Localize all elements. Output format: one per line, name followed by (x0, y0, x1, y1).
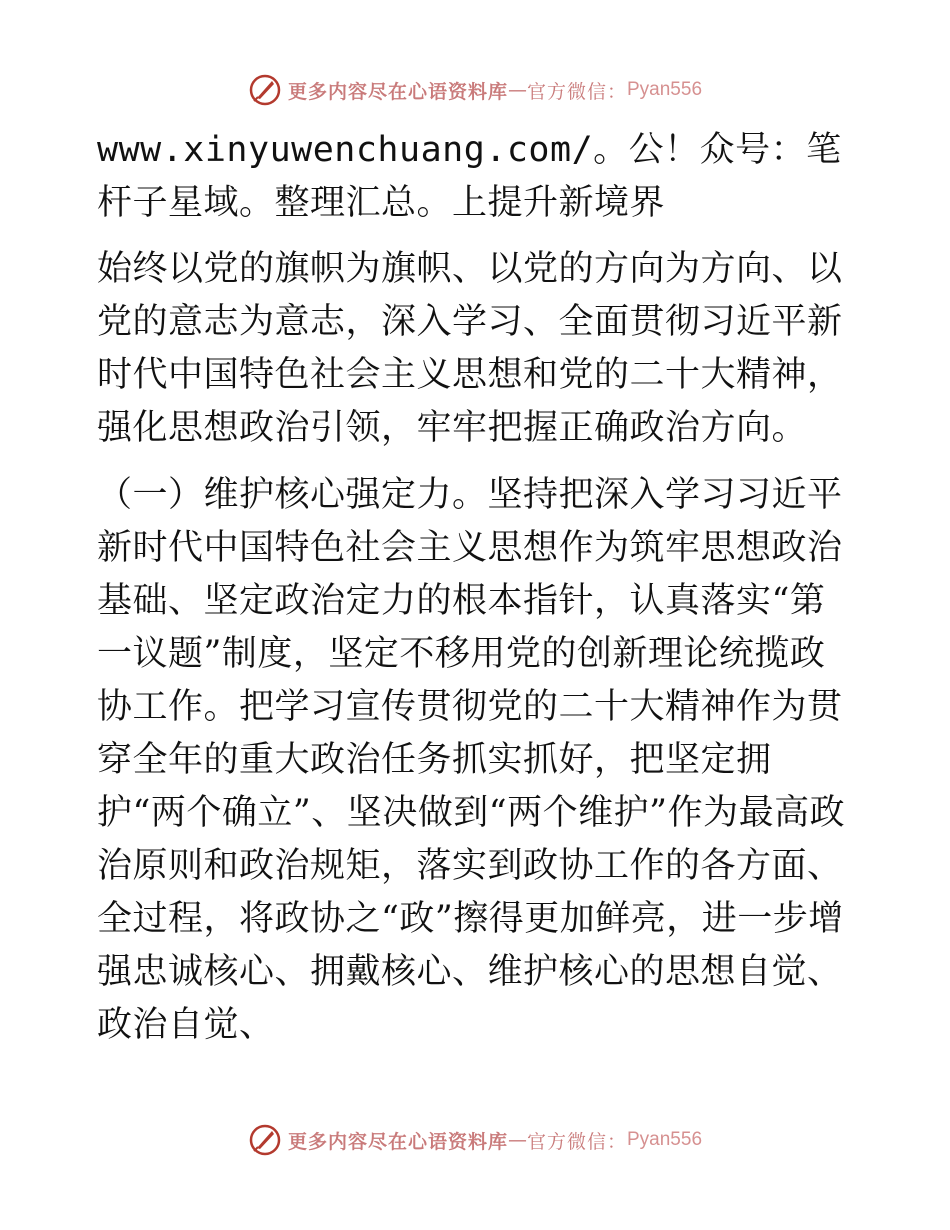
paragraph-3: （一）维护核心强定力。坚持把深入学习习近平新时代中国特色社会主义思想作为筑牢思想政治基础、坚定政治定力的根本指针，认真落实“第一议题”制度，坚定不移用党的创新理论统揽政协工作。把学习宣传贯彻党的二十大精神作为贯穿全年的重大政治任务抓实抓好，把坚定拥护“两个确立”、坚决做到“两个维护”作为最高政治原则和政治规矩，落实到政协工作的各方面、全过程，将政协之“政”擦得更加鲜亮，进一步增强忠诚核心、拥戴核心、维护核心的思想自觉、政治自觉、 (97, 475, 846, 1045)
quill-pen-logo-icon (248, 1123, 282, 1157)
header-separator: — (507, 79, 527, 101)
footer-wechat-id: Pyan556 (627, 1129, 703, 1150)
footer-site-text: 更多内容尽在心语资料库 (287, 1130, 508, 1153)
paragraph-2: 始终以党的旗帜为旗帜、以党的方向为方向、以党的意志为意志，深入学习、全面贯彻习近平新时代中国特色社会主义思想和党的二十大精神，强化思想政治引领，牢牢把握正确政治方向。 (97, 249, 843, 448)
footer-official-label: 官方微信： (526, 1130, 627, 1153)
header-site-text: 更多内容尽在心语资料库 (287, 80, 508, 103)
header-official-label: 官方微信： (526, 80, 627, 103)
footer-separator: — (507, 1129, 527, 1151)
paragraph-1: www.xinyuwenchuang.com/。公！众号：笔杆子星域。整理汇总。上提升新境界 (97, 130, 842, 223)
header-wechat-id: Pyan556 (627, 79, 703, 100)
footer-banner (0, 1120, 950, 1160)
header-banner (0, 70, 950, 110)
quill-pen-logo-icon (248, 73, 282, 107)
document-body (97, 124, 857, 1052)
